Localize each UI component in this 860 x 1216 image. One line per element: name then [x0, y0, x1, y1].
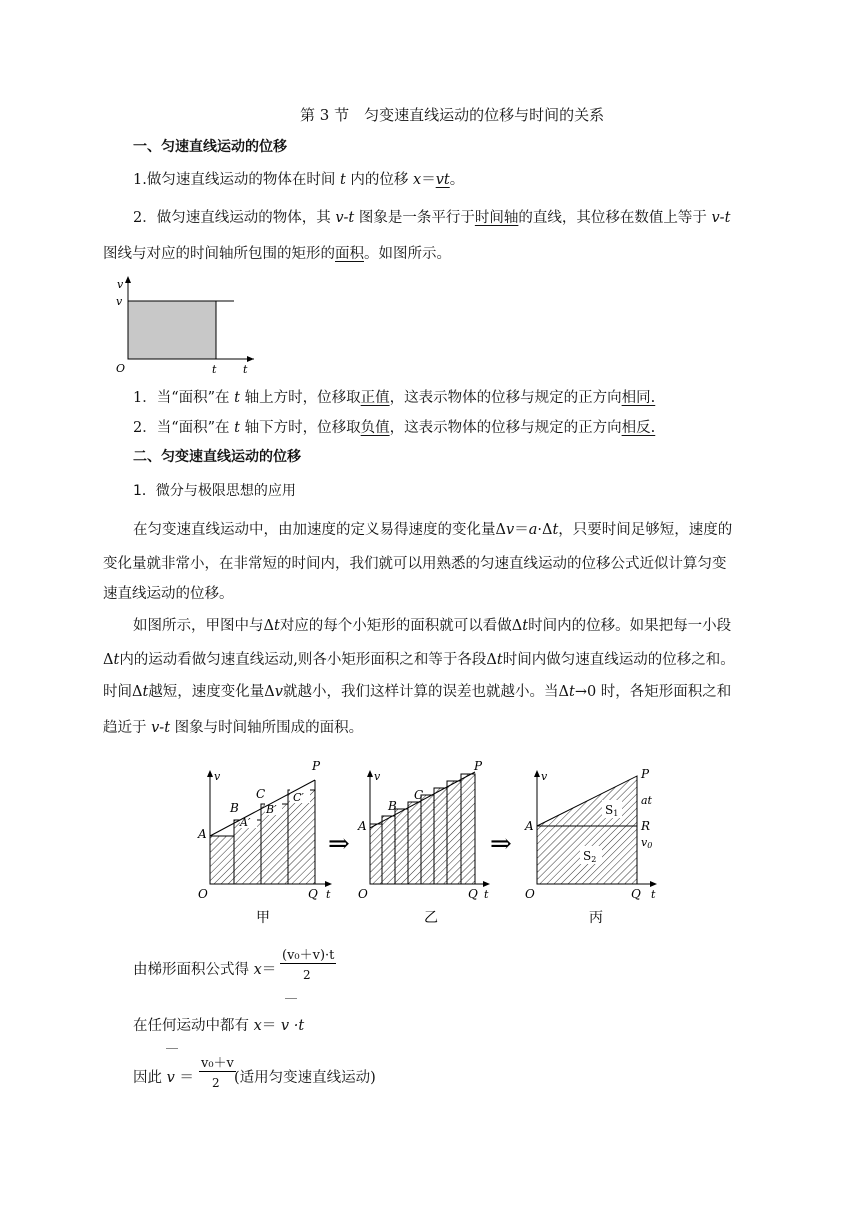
trapezoid-denominator: 2 — [303, 968, 311, 982]
jia-v-label: v — [214, 770, 221, 783]
area-below-note: 2．当“面积”在 t 轴下方时，位移取负值，这表示物体的位移与规定的正方向相反. — [133, 420, 656, 436]
bing-S2-label: S — [583, 849, 592, 863]
jia-B-label: B — [230, 801, 239, 815]
conclusion-numerator: v₀＋v — [199, 1052, 236, 1072]
section1-heading: 一、匀速直线运动的位移 — [133, 139, 287, 155]
fig1-origin-label: O — [116, 362, 126, 375]
jia-P-label: P — [312, 759, 321, 773]
trapezoid-numerator: (v₀＋v)·t — [280, 944, 336, 964]
jia-C-label: C — [256, 787, 266, 801]
jia-t-label: t — [326, 888, 331, 901]
jia-O-label: O — [198, 887, 208, 901]
bing-caption: 丙 — [589, 910, 603, 926]
bing-at-label: at — [641, 794, 652, 807]
vt-graph-line2: 图线与对应的时间轴所包围的矩形的面积。如图所示。 — [103, 246, 451, 262]
jia-Bprime-label: B′ — [266, 803, 277, 816]
conclusion-formula: 因此 v ＝ — [133, 1070, 194, 1086]
yi-A-label: A — [358, 819, 367, 833]
yi-P-label: P — [474, 759, 483, 773]
fig1-v-axis-label: v — [117, 278, 124, 291]
bing-v0-sub: 0 — [647, 841, 653, 850]
conclusion-note: (适用匀变速直线运动) — [234, 1070, 376, 1086]
panel-yi — [357, 759, 490, 926]
svg-text:v0 — [641, 836, 652, 850]
average-velocity-formula: 在任何运动中都有 x＝ v ·t — [133, 1018, 305, 1034]
jia-Aprime-label: A′ — [240, 816, 251, 829]
jia-A-label: A — [198, 827, 207, 841]
uniform-displacement-statement: 1.做匀速直线运动的物体在时间 t 内的位移 x＝vt。 — [133, 172, 465, 188]
uniform-vt-figure — [104, 272, 254, 378]
bing-S1-label: S — [605, 803, 614, 817]
bing-S1-sub: 1 — [613, 809, 619, 818]
fig1-v-level-label: v — [116, 295, 123, 308]
area-above-note: 1．当“面积”在 t 轴上方时，位移取正值，这表示物体的位移与规定的正方向相同. — [133, 390, 656, 406]
subsection-heading: 1．微分与极限思想的应用 — [133, 483, 296, 499]
yi-O-label: O — [358, 887, 368, 901]
section2-heading: 二、匀变速直线运动的位移 — [133, 449, 301, 465]
yi-caption: 乙 — [424, 910, 438, 926]
conclusion-denominator: 2 — [212, 1076, 220, 1090]
yi-C-label: C — [414, 788, 424, 802]
vt-graph-line1: 2．做匀速直线运动的物体，其 v-t 图象是一条平行于时间轴的直线，其位移在数值上等于 v-t — [133, 210, 731, 226]
bing-t-label: t — [651, 888, 656, 901]
yi-B-label: B — [388, 799, 397, 813]
para2-line1: 如图所示，甲图中与Δt对应的每个小矩形的面积就可以看做Δt时间内的位移。如果把每一小段 — [133, 618, 732, 634]
bing-S2-sub: 2 — [591, 855, 597, 864]
yi-Q-label: Q — [468, 887, 478, 901]
yi-t-label: t — [484, 888, 489, 901]
page-title: 第 3 节 匀变速直线运动的位移与时间的关系 — [300, 106, 605, 124]
para1-line3: 速直线运动的位移。 — [103, 586, 234, 602]
arrow-right-2: ⇒ — [490, 829, 512, 859]
bing-O-label: O — [525, 887, 535, 901]
overbar-2 — [166, 1048, 178, 1049]
fig1-t-axis-label: t — [243, 363, 248, 376]
overbar-1 — [285, 998, 297, 999]
para1-line1: 在匀变速直线运动中，由加速度的定义易得速度的变化量Δv＝a·Δt，只要时间足够短，速度的 — [133, 522, 733, 538]
bing-v0-label: v — [641, 836, 648, 849]
fig1-t-mark-label: t — [212, 363, 217, 376]
para2-line2: Δt内的运动看做匀速直线运动,则各小矩形面积之和等于各段Δt时间内做匀速直线运动的位移之和。 — [103, 652, 735, 668]
yi-v-label: v — [374, 770, 381, 783]
trapezoid-formula: 由梯形面积公式得 x＝ — [133, 962, 277, 978]
panel-bing — [524, 767, 657, 926]
para2-line4: 趋近于 v-t 图象与时间轴所围成的面积。 — [103, 720, 364, 736]
para2-line3: 时间Δt越短，速度变化量Δv就越小，我们这样计算的误差也就越小。当Δt→0 时，各矩形面积之和 — [103, 684, 732, 700]
bing-P-label: P — [641, 767, 650, 781]
bing-Q-label: Q — [631, 887, 641, 901]
integration-limit-figure — [190, 752, 670, 930]
jia-Q-label: Q — [308, 887, 318, 901]
bing-v-label: v — [541, 770, 548, 783]
panel-jia — [197, 759, 332, 926]
arrow-right-1: ⇒ — [328, 829, 350, 859]
para1-line2: 变化量就非常小，在非常短的时间内，我们就可以用熟悉的匀速直线运动的位移公式近似计算匀变 — [103, 556, 727, 572]
bing-R-label: R — [641, 819, 651, 833]
bing-A-label: A — [525, 819, 534, 833]
jia-Cprime-label: C′ — [293, 791, 304, 804]
jia-caption: 甲 — [256, 910, 270, 926]
